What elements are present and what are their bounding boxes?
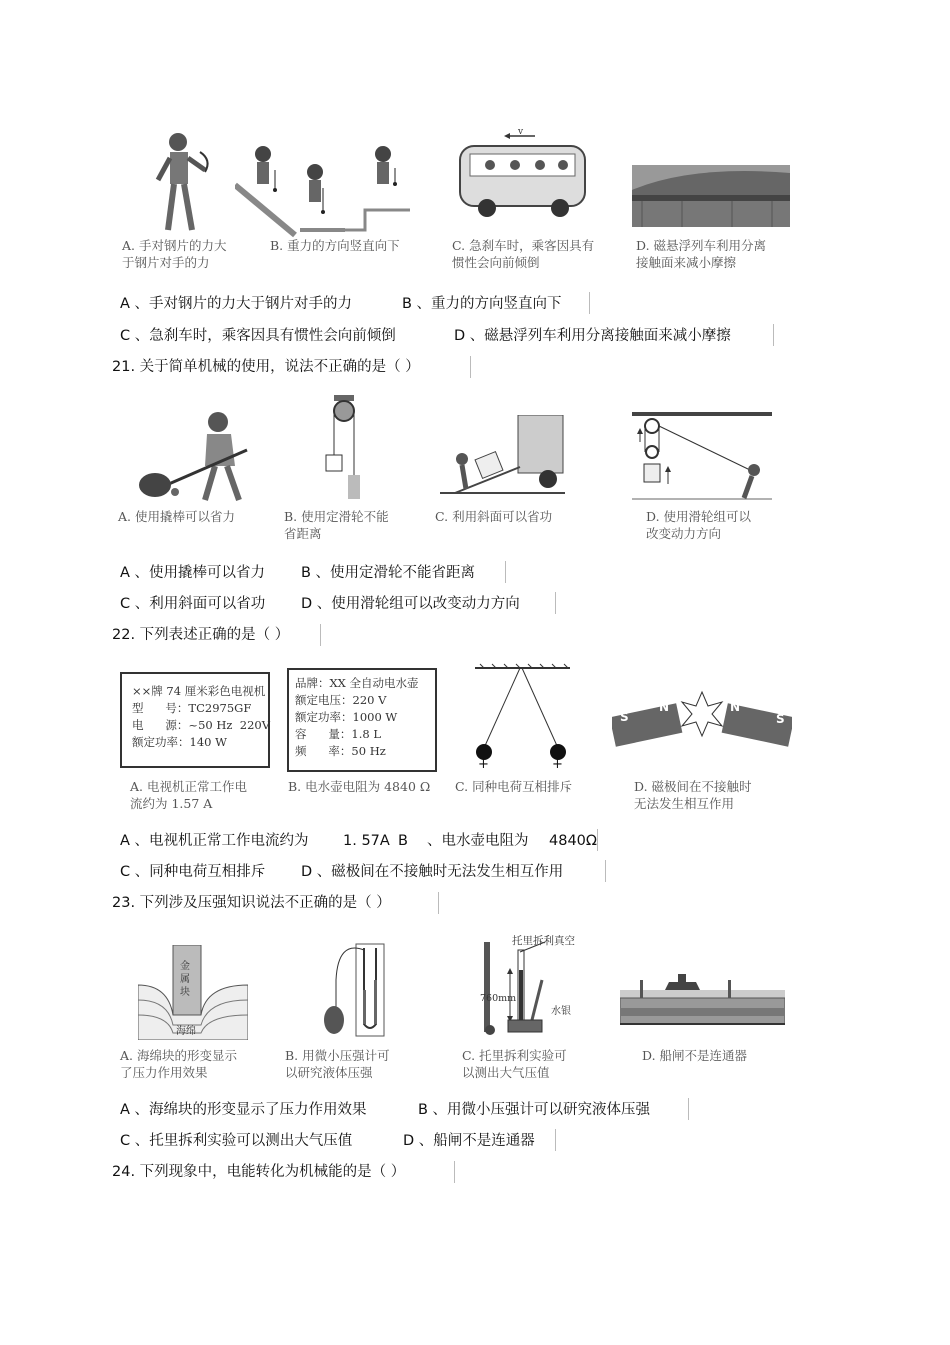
caption-22d: D. 磁极间在不接触时 无法发生相互作用 [634, 779, 752, 811]
option-20b[interactable]: B 、重力的方向竖直向下 [402, 296, 562, 312]
kettle-line-1: 品牌：XX 全自动电水壶 [295, 676, 419, 690]
question-24-stem: 24. 下列现象中，电能转化为机械能的是（ ） [112, 1164, 406, 1180]
kettle-nameplate [287, 668, 437, 772]
figure-maglev-train [632, 165, 790, 227]
magnet-label-1: S [620, 710, 629, 724]
kettle-line-2: 额定电压：220 V [295, 693, 387, 707]
magnet-label-2: N [659, 700, 670, 714]
divider [320, 624, 321, 646]
figure-boy-steel-strip [150, 130, 220, 235]
option-20d[interactable]: D 、磁悬浮列车利用分离接触面来减小摩擦 [454, 328, 731, 344]
option-23d[interactable]: D 、船闸不是连通器 [403, 1133, 535, 1149]
caption-23d: D. 船闸不是连通器 [642, 1048, 748, 1063]
divider [505, 561, 506, 583]
divider [605, 860, 606, 882]
magnet-label-4: S [776, 712, 785, 726]
charge-sign-left: + [478, 757, 489, 772]
divider [438, 892, 439, 914]
figure-gravity-direction [235, 140, 410, 240]
tv-line-1: ××牌 74 厘米彩色电视机 [132, 684, 266, 698]
question-21-stem: 21. 关于简单机械的使用，说法不正确的是（ ） [112, 359, 420, 375]
caption-20b: B. 重力的方向竖直向下 [270, 238, 400, 253]
option-22d[interactable]: D 、磁极间在不接触时无法发生相互作用 [301, 864, 564, 880]
figure-repelling-charges [470, 662, 575, 772]
option-22b-value: 4840Ω [549, 833, 597, 849]
mercury-label: 水银 [551, 1006, 571, 1017]
option-22b-letter[interactable]: B [398, 833, 408, 849]
figure-magnets [612, 682, 792, 752]
caption-21d: D. 使用滑轮组可以 改变动力方向 [646, 509, 752, 541]
tv-line-2: 型 号：TC2975GF [132, 701, 252, 715]
caption-20a: A. 手对钢片的力大 于钢片对手的力 [122, 238, 227, 270]
question-23-stem: 23. 下列涉及压强知识说法不正确的是（ ） [112, 895, 391, 911]
divider [454, 1161, 455, 1183]
caption-20c: C. 急刹车时，乘客因具有 惯性会向前倾倒 [452, 238, 595, 270]
option-22a[interactable] [120, 831, 309, 851]
caption-20d: D. 磁悬浮列车利用分离 接触面来减小摩擦 [636, 238, 767, 270]
caption-23a: A. 海绵块的形变显示 了压力作用效果 [120, 1048, 237, 1080]
option-20a[interactable]: A 、手对钢片的力大于钢片对手的力 [120, 296, 353, 312]
divider [597, 829, 598, 851]
option-22a-text: A 、电视机正常工作电流约为 [120, 833, 309, 849]
figure-pulley-block [632, 412, 772, 500]
figure-fixed-pulley [320, 395, 368, 500]
figure-torricelli [480, 940, 570, 1040]
figure-ship-lock [620, 970, 785, 1028]
caption-23b: B. 用微小压强计可 以研究液体压强 [285, 1048, 390, 1080]
figure-pressure-gauge [318, 940, 388, 1040]
torricelli-height: 760mm [480, 993, 517, 1004]
sponge-label: 海绵 [176, 1026, 196, 1037]
option-23b[interactable]: B 、用微小压强计可以研究液体压强 [418, 1102, 651, 1118]
tv-line-4: 额定功率：140 W [132, 735, 227, 749]
option-21a[interactable]: A 、使用撬棒可以省力 [120, 565, 266, 581]
option-23a[interactable]: A 、海绵块的形变显示了压力作用效果 [120, 1102, 367, 1118]
option-22b-text: 、电水壶电阻为 [427, 833, 529, 849]
option-22a-value: 1. 57A [343, 833, 390, 849]
divider [555, 1129, 556, 1151]
caption-22a: A. 电视机正常工作电 流约为 1.57 A [130, 779, 247, 811]
option-23c[interactable]: C 、托里拆利实验可以测出大气压值 [120, 1133, 353, 1149]
caption-21a: A. 使用撬棒可以省力 [118, 509, 235, 524]
metal-block-label: 金 属 块 [180, 961, 190, 998]
divider [470, 356, 471, 378]
divider [589, 292, 590, 314]
option-20c[interactable]: C 、急刹车时，乘客因具有惯性会向前倾倒 [120, 328, 396, 344]
caption-22c: C. 同种电荷互相排斥 [455, 779, 573, 794]
kettle-line-3: 额定功率：1000 W [295, 710, 398, 724]
tv-line-3: 电 源：~50 Hz 220V [132, 718, 271, 732]
caption-23c: C. 托里拆利实验可 以测出大气压值 [462, 1048, 567, 1080]
kettle-line-4: 容 量：1.8 L [295, 727, 382, 741]
question-22-stem: 22. 下列表述正确的是（ ） [112, 627, 290, 643]
kettle-line-5: 频 率：50 Hz [295, 744, 386, 758]
figure-crowbar [135, 410, 255, 502]
charge-sign-right: + [552, 757, 563, 772]
option-21d[interactable]: D 、使用滑轮组可以改变动力方向 [301, 596, 520, 612]
divider [688, 1098, 689, 1120]
option-21c[interactable]: C 、利用斜面可以省功 [120, 596, 266, 612]
torricelli-title: 托里拆利真空 [512, 935, 575, 947]
caption-21c: C. 利用斜面可以省功 [435, 509, 553, 524]
option-22c[interactable]: C 、同种电荷互相排斥 [120, 864, 266, 880]
caption-22b: B. 电水壶电阻为 4840 Ω [288, 779, 431, 794]
figure-bus-braking [455, 128, 590, 218]
tv-nameplate [120, 672, 270, 768]
figure-inclined-plane [440, 415, 565, 495]
magnet-label-3: N [730, 700, 741, 714]
bus-velocity-label: v [518, 128, 524, 137]
caption-21b: B. 使用定滑轮不能 省距离 [284, 509, 389, 541]
option-21b[interactable]: B 、使用定滑轮不能省距离 [301, 565, 476, 581]
divider [773, 324, 774, 346]
divider [555, 592, 556, 614]
